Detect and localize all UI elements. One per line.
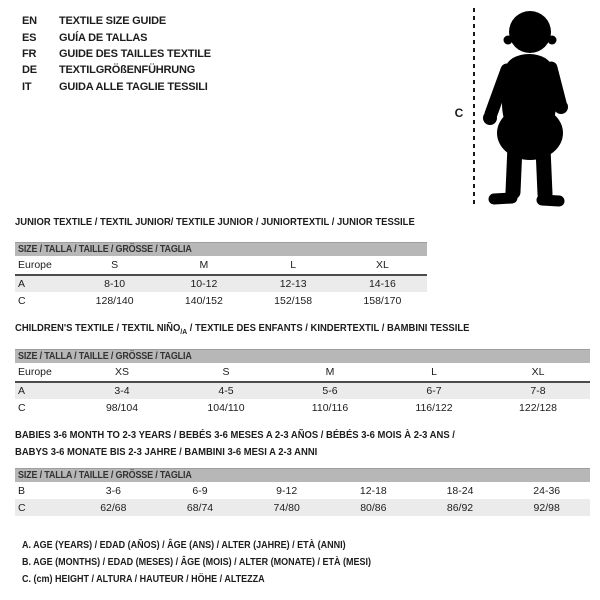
section-children bbox=[15, 322, 590, 416]
value-cell: 152/158 bbox=[274, 294, 313, 307]
value-cell: 74/80 bbox=[273, 501, 300, 514]
value-cell: 122/128 bbox=[519, 401, 557, 414]
size-header-band bbox=[15, 349, 590, 363]
lang-row-it bbox=[22, 79, 211, 95]
row-label: C bbox=[18, 294, 26, 307]
babies-table bbox=[15, 468, 590, 516]
language-header bbox=[22, 13, 211, 95]
lang-code: IT bbox=[22, 80, 32, 93]
value-cell: 7-8 bbox=[530, 385, 546, 397]
lang-row-de bbox=[22, 62, 211, 78]
baby-toddler-silhouette-icon bbox=[481, 6, 573, 208]
lang-row-en bbox=[22, 13, 211, 29]
size-cell: S bbox=[111, 259, 119, 271]
value-cell: 80/86 bbox=[360, 501, 387, 514]
section-title-babies bbox=[15, 427, 590, 460]
table-row-age bbox=[15, 383, 590, 399]
value-cell: 140/152 bbox=[184, 294, 223, 307]
size-cell: S bbox=[222, 366, 230, 378]
value-cell: 62/68 bbox=[100, 501, 127, 514]
junior-table bbox=[15, 242, 427, 309]
value-cell: 8-10 bbox=[104, 278, 126, 290]
value-cell: 128/140 bbox=[95, 294, 134, 307]
table-row-months bbox=[15, 482, 590, 499]
size-cell: M bbox=[199, 259, 209, 271]
value-cell: 86/92 bbox=[446, 501, 474, 514]
value-cell: 4-5 bbox=[218, 385, 234, 397]
section-title-line1: BABIES 3-6 MONTH TO 2-3 YEARS / BEBÉS 3-6 MESES A 2-3 AÑOS / BÉBÉS 3-6 MOIS À 2-3 ANS / bbox=[15, 429, 455, 441]
height-measure-label: C bbox=[454, 106, 464, 120]
height-measure-dashed-line bbox=[473, 8, 475, 207]
size-header-text: SIZE / TALLA / TAILLE / GRÖSSE / TAGLIA bbox=[18, 470, 192, 481]
title-pre: CHILDREN'S TEXTILE / TEXTIL NIÑO bbox=[15, 322, 181, 334]
lang-code: DE bbox=[22, 64, 37, 77]
value-cell: 24-36 bbox=[533, 484, 561, 497]
row-label: A bbox=[18, 278, 26, 290]
table-row-europe bbox=[15, 363, 590, 383]
footnote-c bbox=[22, 571, 410, 588]
table-row-height bbox=[15, 399, 590, 416]
value-cell: 3-6 bbox=[105, 484, 121, 497]
value-cell: 6-9 bbox=[192, 484, 208, 497]
value-cell: 116/122 bbox=[415, 401, 453, 414]
size-cell: L bbox=[431, 366, 437, 378]
table-row-europe bbox=[15, 256, 427, 276]
section-junior bbox=[15, 216, 427, 309]
row-label: C bbox=[18, 401, 26, 414]
size-cell: L bbox=[290, 259, 297, 271]
section-title-junior bbox=[15, 216, 427, 228]
value-cell: 3-4 bbox=[114, 385, 130, 397]
title-post: / TEXTILE DES ENFANTS / KINDERTEXTIL / BAMBINI TESSILE bbox=[187, 322, 470, 334]
lang-title: GUIDA ALLE TAGLIE TESSILI bbox=[59, 80, 208, 93]
value-cell: 14-16 bbox=[368, 278, 396, 290]
value-cell: 104/110 bbox=[207, 401, 245, 414]
footnote-text: B. AGE (MONTHS) / EDAD (MESES) / ÂGE (MOIS) / ALTER (MONATE) / ETÀ (MESI) bbox=[22, 557, 371, 568]
value-cell: 92/98 bbox=[533, 501, 560, 514]
size-cell: M bbox=[325, 366, 335, 378]
size-header-text: SIZE / TALLA / TAILLE / GRÖSSE / TAGLIA bbox=[18, 351, 192, 362]
size-header-text: SIZE / TALLA / TAILLE / GRÖSSE / TAGLIA bbox=[18, 244, 192, 255]
footnote-text: C. (cm) HEIGHT / ALTURA / HAUTEUR / HÖHE / ALTEZZA bbox=[22, 574, 265, 585]
footnote-text: A. AGE (YEARS) / EDAD (AÑOS) / ÂGE (ANS) / ALTER (JAHRE) / ETÀ (ANNI) bbox=[22, 540, 346, 551]
lang-code: ES bbox=[22, 31, 37, 44]
lang-row-fr bbox=[22, 46, 211, 62]
footnotes bbox=[22, 537, 410, 588]
value-cell: 158/170 bbox=[363, 294, 402, 307]
value-cell: 12-18 bbox=[359, 484, 387, 497]
title-subscript: /A bbox=[180, 326, 188, 336]
lang-title: TEXTILGRÖßENFÜHRUNG bbox=[59, 64, 196, 77]
value-cell: 9-12 bbox=[276, 484, 298, 497]
value-cell: 6-7 bbox=[426, 385, 442, 397]
value-cell: 18-24 bbox=[446, 484, 474, 497]
row-label: B bbox=[18, 484, 26, 497]
value-cell: 98/104 bbox=[105, 401, 139, 414]
size-cell: XS bbox=[114, 366, 129, 378]
section-title-text: JUNIOR TEXTILE / TEXTIL JUNIOR/ TEXTILE JUNIOR / JUNIORTEXTIL / JUNIOR TESSILE bbox=[15, 216, 415, 228]
lang-row-es bbox=[22, 29, 211, 45]
value-cell: 110/116 bbox=[311, 401, 349, 414]
size-cell: XL bbox=[531, 366, 545, 378]
size-header-band bbox=[15, 468, 590, 482]
section-title-children bbox=[15, 322, 590, 335]
table-row-height bbox=[15, 499, 590, 516]
row-label: Europe bbox=[18, 259, 52, 271]
section-title-line2: BABYS 3-6 MONATE BIS 2-3 JAHRE / BAMBINI 3-6 MESI A 2-3 ANNI bbox=[15, 445, 318, 458]
table-row-height bbox=[15, 292, 427, 309]
lang-title: GUÍA DE TALLAS bbox=[59, 31, 148, 44]
lang-title: GUIDE DES TAILLES TEXTILE bbox=[59, 47, 211, 60]
section-babies bbox=[15, 427, 590, 516]
row-label: C bbox=[18, 501, 26, 514]
children-table bbox=[15, 349, 590, 416]
lang-title: TEXTILE SIZE GUIDE bbox=[59, 15, 167, 28]
value-cell: 12-13 bbox=[279, 278, 307, 290]
row-label: A bbox=[18, 385, 26, 397]
row-label: Europe bbox=[18, 366, 52, 378]
footnote-b bbox=[22, 554, 410, 571]
value-cell: 68/74 bbox=[186, 501, 214, 514]
section-title-text bbox=[15, 322, 469, 335]
lang-code: FR bbox=[22, 47, 37, 60]
footnote-a bbox=[22, 537, 410, 554]
table-row-age bbox=[15, 276, 427, 292]
value-cell: 5-6 bbox=[322, 385, 338, 397]
size-header-band bbox=[15, 242, 427, 256]
size-cell: XL bbox=[375, 259, 389, 271]
lang-code: EN bbox=[22, 15, 37, 28]
value-cell: 10-12 bbox=[190, 278, 218, 290]
